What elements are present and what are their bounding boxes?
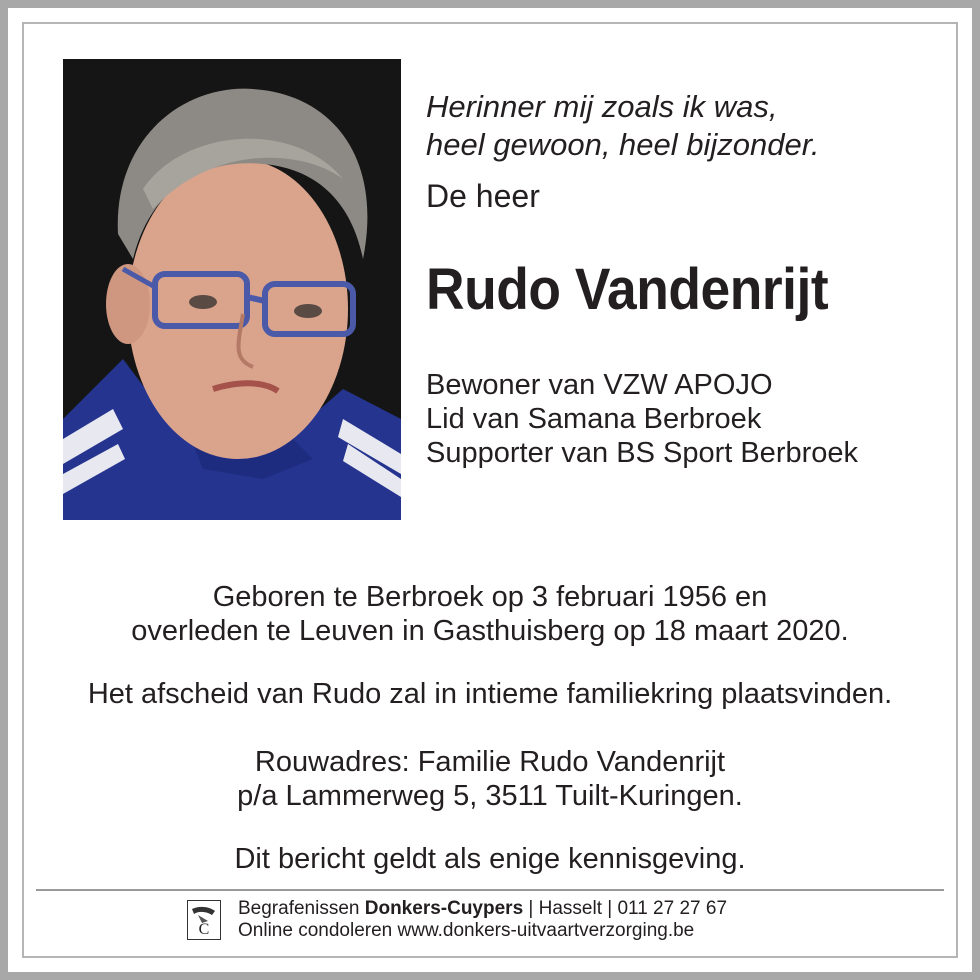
deceased-name: Rudo Vandenrijt [426, 257, 829, 322]
honorific: De heer [426, 178, 540, 214]
birth-death-text [40, 580, 940, 648]
birth-line: Geboren te Berbroek op 3 februari 1956 en [212, 581, 768, 613]
verse-line-2: heel gewoon, heel bijzonder. [426, 127, 820, 162]
footer-prefix: Begrafenissen [238, 898, 365, 919]
footer-line-2: Online condoleren www.donkers-uitvaartverzorging.be [238, 920, 695, 941]
farewell-text: Het afscheid van Rudo zal in intieme familiekring plaatsvinden. [87, 678, 893, 710]
affiliation-line: Supporter van BS Sport Berbroek [426, 437, 859, 469]
footer-line-1 [238, 898, 727, 920]
mourning-address [40, 745, 940, 813]
address-line-2: p/a Lammerweg 5, 3511 Tuilt-Kuringen. [237, 780, 743, 812]
svg-text:C: C [198, 921, 210, 938]
footer-divider [36, 889, 944, 891]
funeral-home-footer [238, 898, 727, 942]
memorial-verse [426, 88, 820, 164]
address-line-1: Rouwadres: Familie Rudo Vandenrijt [254, 746, 726, 778]
death-line: overleden te Leuven in Gasthuisberg op 18 maart 2020. [131, 615, 849, 647]
affiliations [426, 368, 858, 470]
notice-text: Dit bericht geldt als enige kennisgeving. [234, 843, 746, 875]
footer-contact: | Hasselt | 011 27 27 67 [523, 898, 728, 919]
affiliation-line: Bewoner van VZW APOJO [426, 369, 773, 401]
verse-line-1: Herinner mij zoals ik was, [426, 89, 778, 124]
affiliation-line: Lid van Samana Berbroek [426, 403, 762, 435]
footer-company: Donkers-Cuypers [364, 898, 524, 919]
dc-funeral-logo-icon [187, 900, 221, 940]
portrait-photo [63, 59, 401, 520]
